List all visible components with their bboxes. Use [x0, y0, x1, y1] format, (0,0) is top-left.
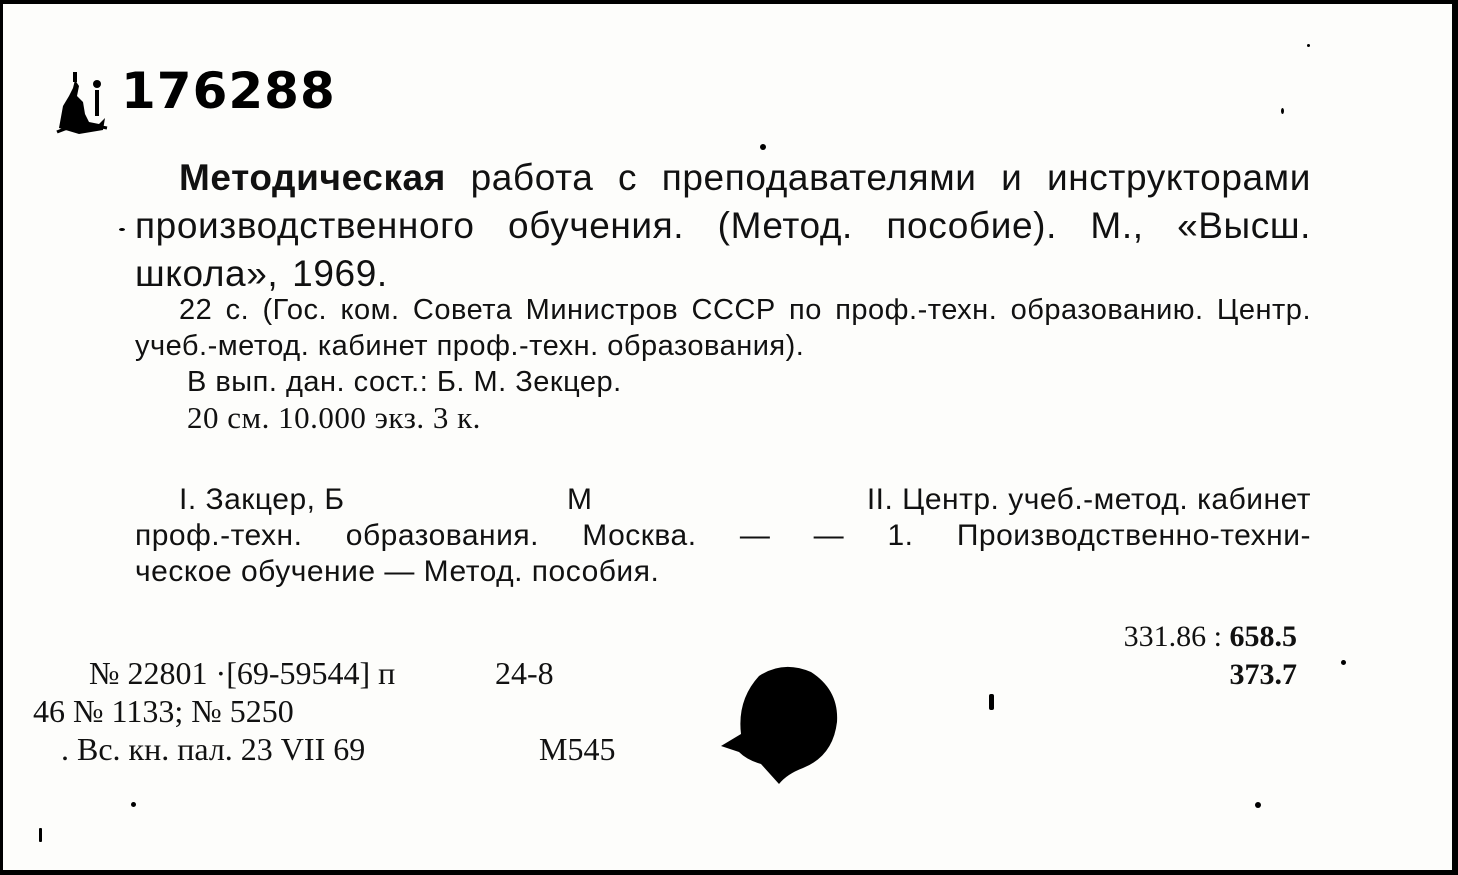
- tracing-author-initial: М: [567, 483, 593, 516]
- tracing-corporate-body: II. Центр. учеб.-метод. кабинет: [866, 483, 1311, 516]
- card-footer: [33, 654, 673, 768]
- handwritten-accession-number: 176288: [121, 62, 336, 120]
- speck: [1341, 660, 1346, 665]
- speck: [1307, 44, 1310, 47]
- bibliographic-title: [135, 154, 1311, 298]
- size-and-print-run: 20 см. 10.000 экз. 3 к.: [187, 400, 481, 435]
- library-stamp-icon: [49, 66, 109, 136]
- udc-primary: 331.86 :: [1123, 620, 1230, 653]
- sheet-code: 24-8: [495, 655, 554, 691]
- pages-and-series-note: 22 с. (Гос. ком. Совета Министров СССР по проф.-техн. образованию. Центр. учеб.-метод. кабинет проф.-техн. образования).: [135, 294, 1311, 362]
- tracing-line-2: проф.-техн. образования. Москва. — — 1. Производственно-техни-: [135, 519, 1311, 552]
- title-rest: работа с преподавателями и инструкторами производственного обучения. (Метод. пособие). М., «Высш. школа», 1969.: [135, 157, 1311, 294]
- udc-secondary: 658.5: [1229, 620, 1297, 653]
- classification-numbers: [1124, 618, 1297, 694]
- speck: [131, 802, 136, 807]
- card-numbers: 46 № 1133; № 5250: [33, 693, 294, 729]
- footer-line-3: [33, 730, 673, 768]
- udc-line-2: [1124, 656, 1297, 694]
- speck: [39, 828, 42, 842]
- ink-blot: [719, 660, 843, 788]
- speck: [760, 144, 766, 150]
- speck: [989, 694, 994, 710]
- udc-line-1: [1124, 618, 1297, 656]
- udc-additional: 373.7: [1229, 658, 1297, 691]
- speck: [1255, 802, 1261, 808]
- title-bold-heading: Методическая: [179, 157, 446, 198]
- chamber-date: . Вс. кн. пал. 23 VII 69: [61, 731, 366, 767]
- speck: [119, 228, 125, 231]
- tracing-line-1: [135, 482, 1311, 518]
- print-code: М545: [539, 731, 616, 767]
- order-number: № 22801 ·[69-59544] п: [89, 655, 396, 691]
- footer-line-2: [33, 692, 673, 730]
- footer-line-1: [33, 654, 673, 692]
- compiler-note: В вып. дан. сост.: Б. М. Зекцер.: [187, 366, 622, 398]
- speck: [1281, 108, 1284, 114]
- tracings: [135, 482, 1311, 590]
- tracing-author: I. Закцер, Б: [179, 483, 345, 516]
- tracing-line-3: ческое обучение — Метод. пособия.: [135, 555, 660, 588]
